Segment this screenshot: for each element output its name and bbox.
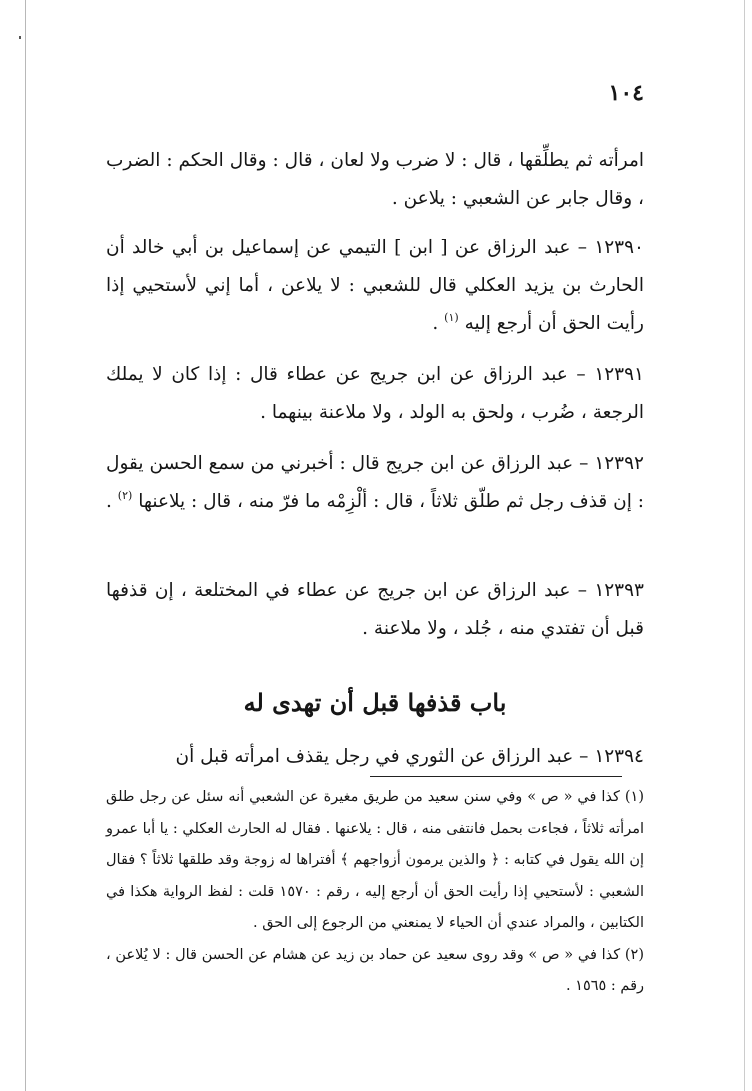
hadith-12393 — [106, 572, 644, 648]
footnote-ref-1[interactable]: (١) — [444, 311, 459, 324]
hadith-12390 — [106, 229, 644, 343]
hadith-12391 — [106, 356, 644, 432]
footnote-ref-2[interactable]: (٢) — [117, 489, 133, 502]
scan-speck — [19, 36, 21, 39]
paragraph-text: ١٢٣٩٢ – عبد الرزاق عن ابن جريج قال : أخبرني من سمع الحسن يقول : إن قذف رجل ثم طلّق ثلاثاً ، قال : ألْزِمْه ما فرّ منه ، قال : يلاعنها — [106, 453, 644, 512]
hadith-12394 — [106, 738, 644, 776]
hadith-12392 — [106, 445, 644, 521]
paragraph-text: ١٢٣٩٠ – عبد الرزاق عن [ ابن ] التيمي عن إسماعيل بن أبي خالد أن الحارث بن يزيد العكلي قال للشعبي : لا يلاعن ، أما إني لأستحيي إذا رأيت الحق أن أرجع إليه — [106, 237, 644, 334]
page-right-edge-line — [744, 0, 745, 1091]
footnote-2: (٢) كذا في « ص » وقد روى سعيد عن حماد بن زيد عن هشام عن الحسن قال : لا يُلاعن ، رقم : ١٥٦٥ . — [106, 946, 644, 994]
paragraph-continuation — [106, 142, 644, 218]
paragraph-text: امرأته ثم يطلِّقها ، قال : لا ضرب ولا لعان ، قال : وقال الحكم : الضرب ، وقال جابر عن الشعبي : يلاعن . — [106, 150, 644, 209]
paragraph-text: ١٢٣٩١ – عبد الرزاق عن ابن جريج عن عطاء قال : إذا كان لا يملك الرجعة ، ضُرب ، ولحق به الولد ، ولا ملاعنة بينهما . — [106, 364, 644, 423]
paragraph-end: . — [432, 313, 445, 334]
footnotes-section — [106, 782, 644, 1003]
footnote-divider — [370, 776, 622, 777]
page-number: ١٠٤ — [608, 80, 644, 106]
page-left-edge-line — [25, 0, 26, 1091]
chapter-title: باب قذفها قبل أن تهدى له — [243, 688, 507, 717]
paragraph-text: ١٢٣٩٣ – عبد الرزاق عن ابن جريج عن عطاء في المختلعة ، إن قذفها قبل أن تفتدي منه ، جُلد ، ولا ملاعنة . — [106, 580, 644, 639]
paragraph-end: . — [106, 491, 118, 512]
footnote-1: (١) كذا في « ص » وفي سنن سعيد من طريق مغيرة عن الشعبي أنه سئل عن رجل طلق امرأته ثلاثاً ، فجاءت بحمل فانتفى منه ، قال : يلاعنها . فقال له الحارث العكلي : يا أبا عمرو إن الله يقول في كتابه : ﴿ والذين يرمون أزواجهم ﴾ أفتراها له زوجة وقد طلقها ثلاثاً ؟ فقال الشعبي : لأستحيي إذا رأيت الحق أن أرجع إليه ، رقم : ١٥٧٠ قلت : لفظ الرواية هكذا في الكتابين ، والمراد عندي أن الحياء لا يمنعني من الرجوع إلى الحق . — [106, 789, 644, 931]
paragraph-text: ١٢٣٩٤ – عبد الرزاق عن الثوري في رجل يقذف امرأته قبل أن — [175, 746, 644, 767]
